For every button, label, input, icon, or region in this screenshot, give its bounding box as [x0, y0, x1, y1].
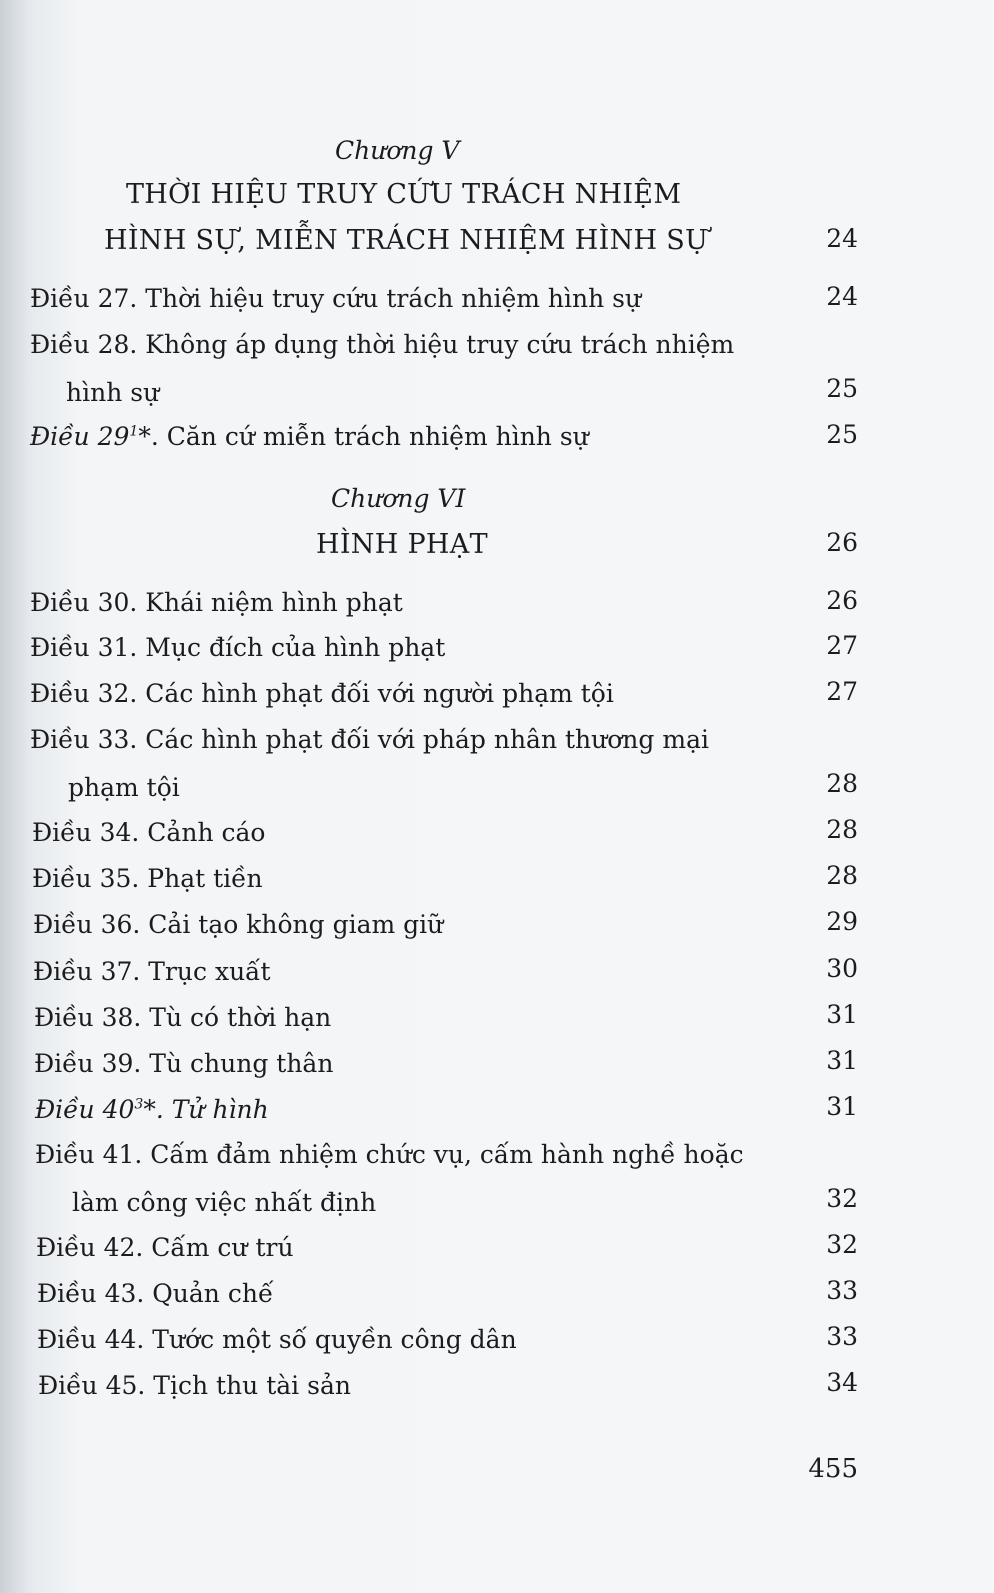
toc-page-dieu-38: 31 — [826, 1000, 858, 1029]
toc-entry-dieu-30: Điều 30. Khái niệm hình phạt — [30, 588, 403, 617]
toc-entry-dieu-28: Điều 28. Không áp dụng thời hiệu truy cứu trách nhiệm — [30, 330, 735, 359]
toc-page-dieu-45: 34 — [826, 1368, 858, 1397]
toc-entry-dieu-34: Điều 34. Cảnh cáo — [32, 818, 266, 847]
toc-page-dieu-41: 32 — [826, 1184, 858, 1213]
toc-entry-dieu-42: Điều 42. Cấm cư trú — [36, 1233, 294, 1262]
toc-entry-dieu-33: Điều 33. Các hình phạt đối với pháp nhân thương mại — [30, 725, 709, 754]
toc-entry-dieu-29 — [30, 422, 589, 452]
toc-entry-dieu-29-suffix: *. Căn cứ miễn trách nhiệm hình sự — [138, 422, 589, 451]
toc-entry-dieu-28-cont: hình sự — [66, 378, 160, 407]
toc-entry-dieu-32: Điều 32. Các hình phạt đối với người phạm tội — [30, 679, 614, 708]
toc-page-dieu-37: 30 — [826, 954, 858, 983]
toc-entry-dieu-44: Điều 44. Tước một số quyền công dân — [37, 1325, 517, 1354]
toc-entry-dieu-41: Điều 41. Cấm đảm nhiệm chức vụ, cấm hành nghề hoặc — [35, 1140, 744, 1169]
toc-page-dieu-40: 31 — [826, 1092, 858, 1121]
chapter-5-page: 24 — [826, 224, 858, 253]
toc-page-dieu-27: 24 — [826, 282, 858, 311]
toc-entry-dieu-27: Điều 27. Thời hiệu truy cứu trách nhiệm hình sự — [30, 284, 642, 313]
toc-entry-dieu-33-cont: phạm tội — [68, 773, 180, 802]
toc-page-dieu-32: 27 — [826, 677, 858, 706]
toc-page-dieu-42: 32 — [826, 1230, 858, 1259]
toc-entry-dieu-39: Điều 39. Tù chung thân — [34, 1049, 334, 1078]
chapter-5-title-line1: THỜI HIỆU TRUY CỨU TRÁCH NHIỆM — [126, 179, 682, 210]
chapter-6-heading: Chương VI — [331, 484, 466, 513]
toc-page-dieu-34: 28 — [826, 815, 858, 844]
toc-page-dieu-28: 25 — [826, 374, 858, 403]
toc-entry-dieu-31: Điều 31. Mục đích của hình phạt — [30, 633, 446, 662]
toc-entry-dieu-35: Điều 35. Phạt tiền — [32, 864, 263, 893]
chapter-5-title-line2: HÌNH SỰ, MIỄN TRÁCH NHIỆM HÌNH SỰ — [104, 225, 709, 256]
page-number: 455 — [808, 1454, 858, 1484]
toc-page-dieu-35: 28 — [826, 861, 858, 890]
toc-entry-dieu-37: Điều 37. Trục xuất — [33, 957, 271, 986]
toc-page-dieu-39: 31 — [826, 1046, 858, 1075]
toc-entry-dieu-29-sup: 1 — [129, 423, 139, 440]
toc-page-dieu-36: 29 — [826, 907, 858, 936]
toc-entry-dieu-36: Điều 36. Cải tạo không giam giữ — [33, 910, 444, 939]
toc-entry-dieu-43: Điều 43. Quản chế — [37, 1279, 274, 1308]
toc-page-dieu-33: 28 — [826, 769, 858, 798]
toc-entry-dieu-41-cont: làm công việc nhất định — [72, 1188, 377, 1217]
chapter-5-heading: Chương V — [335, 136, 460, 165]
toc-entry-dieu-40 — [35, 1095, 269, 1125]
toc-page-dieu-30: 26 — [826, 586, 858, 615]
toc-page-dieu-29: 25 — [826, 420, 858, 449]
toc-entry-dieu-38: Điều 38. Tù có thời hạn — [34, 1003, 332, 1032]
toc-entry-dieu-45: Điều 45. Tịch thu tài sản — [38, 1371, 351, 1400]
toc-entry-dieu-40-suffix: *. Tử hình — [143, 1095, 269, 1124]
toc-entry-dieu-29-prefix: Điều 29 — [30, 422, 130, 451]
chapter-6-title: HÌNH PHẠT — [316, 529, 488, 560]
toc-page-dieu-31: 27 — [826, 631, 858, 660]
chapter-6-page: 26 — [826, 528, 858, 557]
toc-page-dieu-43: 33 — [826, 1276, 858, 1305]
toc-entry-dieu-40-sup: 3 — [134, 1096, 144, 1113]
toc-page-dieu-44: 33 — [826, 1322, 858, 1351]
toc-entry-dieu-40-prefix: Điều 40 — [35, 1095, 135, 1124]
